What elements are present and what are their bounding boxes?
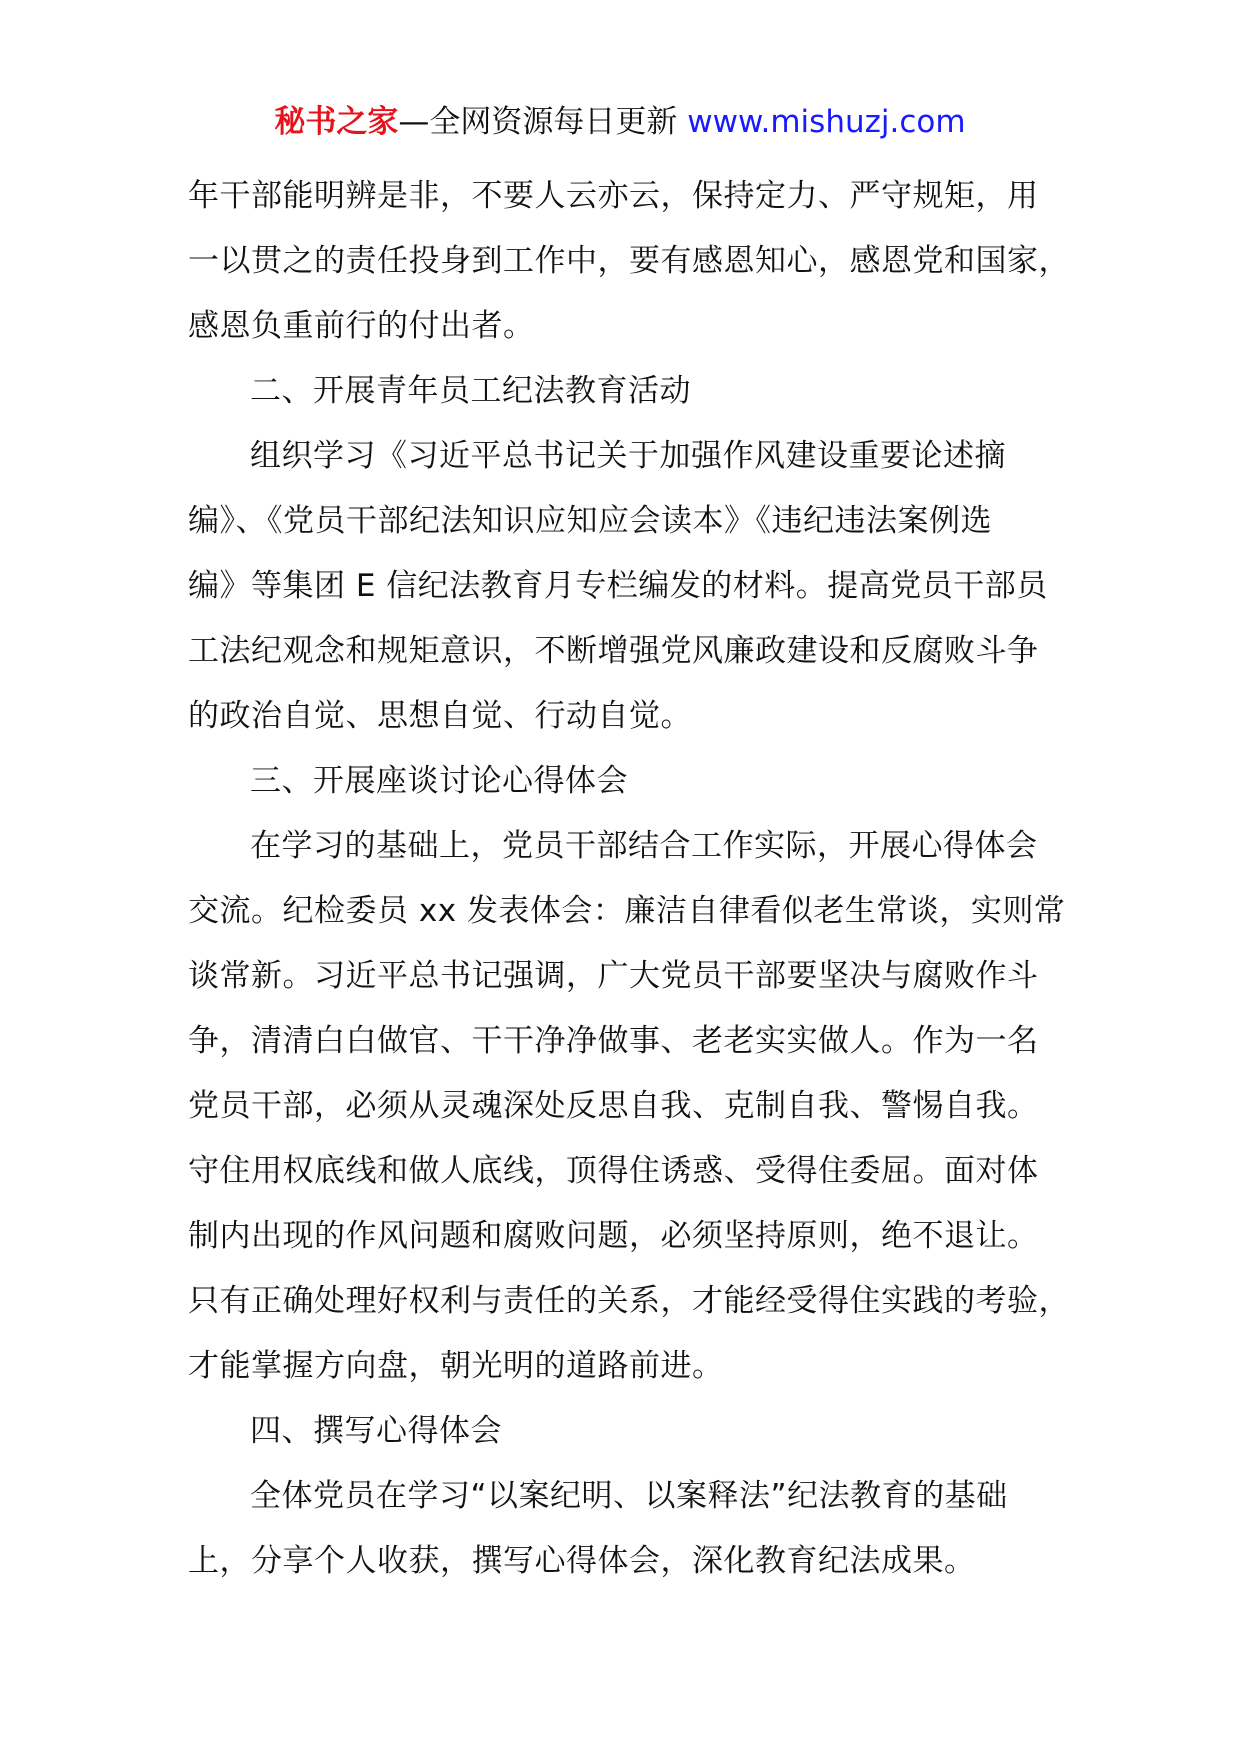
text-line: 全体党员在学习“以案纪明、以案释法”纪法教育的基础 bbox=[250, 1478, 1008, 1514]
text-line: 的政治自觉、思想自觉、行动自觉。 bbox=[188, 698, 692, 734]
text-line: 党员干部，必须从灵魂深处反思自我、克制自我、警惕自我。 bbox=[188, 1088, 1039, 1124]
text-line: 组织学习《习近平总书记关于加强作风建设重要论述摘 bbox=[250, 438, 1006, 474]
brand-name: 秘书之家 bbox=[274, 104, 399, 140]
text-line: 一以贯之的责任投身到工作中，要有感恩知心，感恩党和国家， bbox=[188, 243, 1070, 279]
text-line: 交流。纪检委员 xx 发表体会：廉洁自律看似老生常谈，实则常 bbox=[188, 893, 1066, 929]
text-line: 争，清清白白做官、干干净净做事、老老实实做人。作为一名 bbox=[188, 1023, 1039, 1059]
text-line: 年干部能明辨是非，不要人云亦云，保持定力、严守规矩，用 bbox=[188, 178, 1039, 214]
text-line: 编》等集团 E 信纪法教育月专栏编发的材料。提高党员干部员 bbox=[188, 568, 1048, 604]
text-line: 守住用权底线和做人底线，顶得住诱惑、受得住委屈。面对体 bbox=[188, 1153, 1039, 1189]
text-line: 工法纪观念和规矩意识，不断增强党风廉政建设和反腐败斗争 bbox=[188, 633, 1039, 669]
text-line: 三、开展座谈讨论心得体会 bbox=[250, 763, 628, 799]
site-url-link[interactable]: www.mishuzj.com bbox=[687, 104, 966, 140]
text-line: 二、开展青年员工纪法教育活动 bbox=[250, 373, 691, 409]
text-line: 才能掌握方向盘，朝光明的道路前进。 bbox=[188, 1348, 724, 1384]
text-line: 编》、《党员干部纪法知识应知应会读本》《违纪违法案例选 bbox=[188, 503, 992, 539]
text-line: 制内出现的作风问题和腐败问题，必须坚持原则，绝不退让。 bbox=[188, 1218, 1039, 1254]
text-line: 感恩负重前行的付出者。 bbox=[188, 308, 535, 344]
document-body bbox=[188, 164, 1068, 1594]
text-line: 只有正确处理好权利与责任的关系，才能经受得住实践的考验， bbox=[188, 1283, 1070, 1319]
text-line: 在学习的基础上，党员干部结合工作实际，开展心得体会 bbox=[250, 828, 1038, 864]
text-line: 四、撰写心得体会 bbox=[250, 1413, 502, 1449]
site-header bbox=[0, 100, 1240, 144]
header-tagline: —全网资源每日更新 bbox=[398, 104, 688, 140]
text-line: 谈常新。习近平总书记强调，广大党员干部要坚决与腐败作斗 bbox=[188, 958, 1039, 994]
text-line: 上，分享个人收获，撰写心得体会，深化教育纪法成果。 bbox=[188, 1543, 976, 1579]
